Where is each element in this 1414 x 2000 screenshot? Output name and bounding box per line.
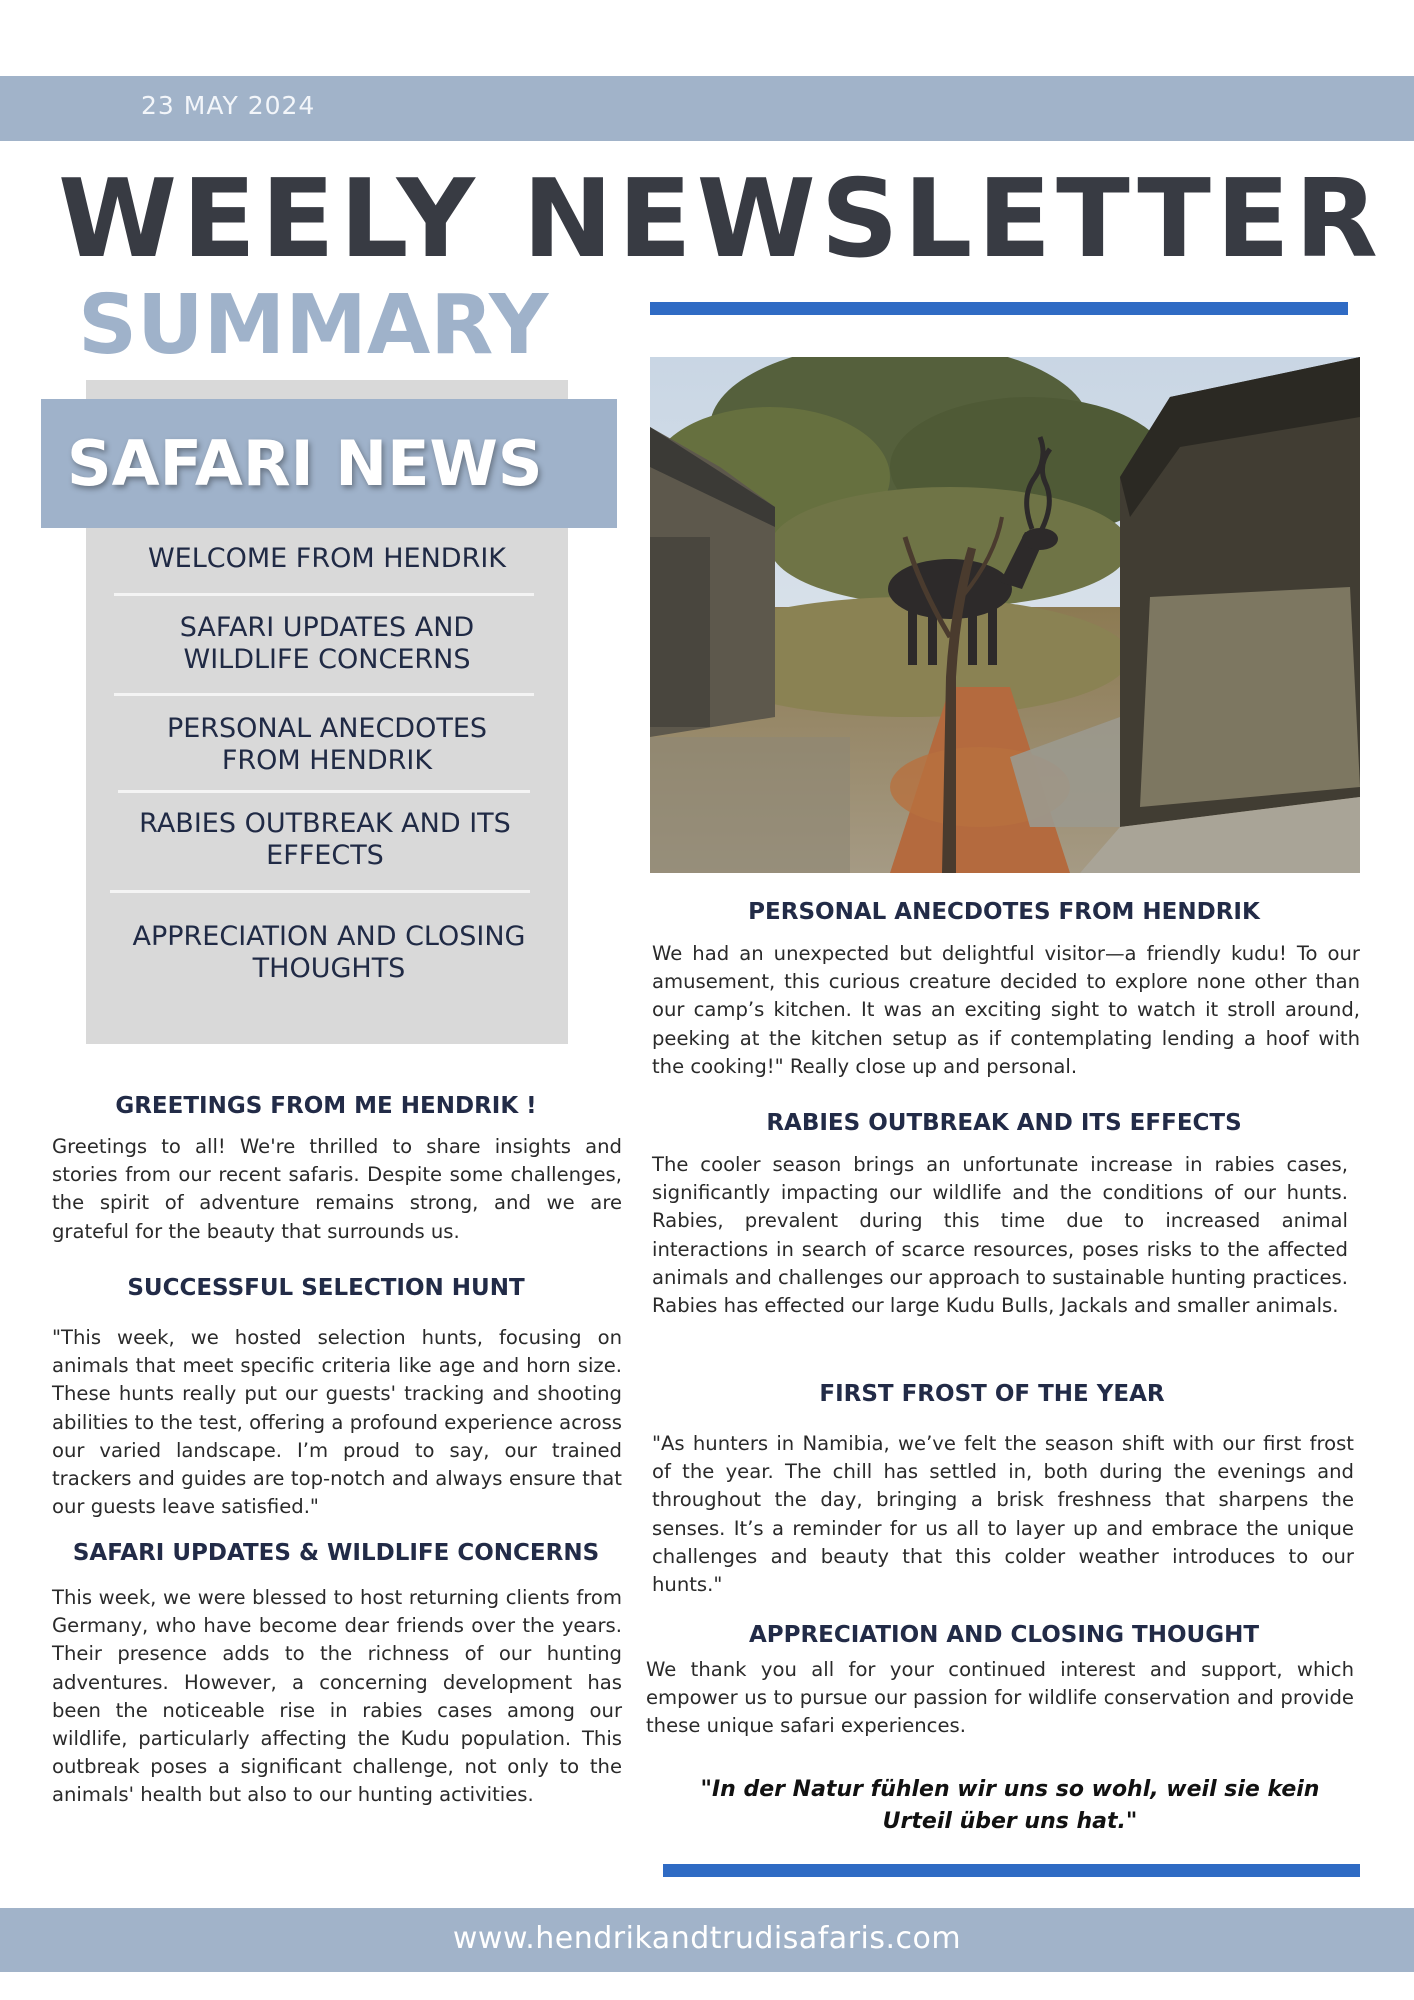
section-body-rabies: The cooler season brings an unfortunate increase in rabies cases, significantly impacting our wildlife and the conditions of our hunts. Rabies, prevalent during this time due to increased animal interactions in search of scarce resources, poses risks to the affected animals and challenges our approach to sustainable hunting practices. Rabies has effected our large Kudu Bulls, Jackals and smaller animals. <box>652 1153 1348 1318</box>
toc-item-appreciation: APPRECIATION AND CLOSING THOUGHTS <box>132 921 526 984</box>
section-heading-rabies: RABIES OUTBREAK AND ITS EFFECTS <box>766 1110 1242 1136</box>
summary-title: SUMMARY <box>78 278 549 373</box>
section-body-safari-updates: This week, we were blessed to host returning clients from Germany, who have become dear friends over the years. Their presence adds to the richness of our hunting adventures. However, a concerning development has been the noticeable rise in rabies cases among our wildlife, particularly affecting the Kudu population. This outbreak poses a significant challenge, not only to the animals' health but also to our hunting activities. <box>52 1586 622 1807</box>
section-heading-personal-anecdotes: PERSONAL ANECDOTES FROM HENDRIK <box>748 899 1260 925</box>
toc-item-rabies: RABIES OUTBREAK AND ITS EFFECTS <box>139 808 511 871</box>
website-link[interactable]: www.hendrikandtrudisafaris.com <box>452 1921 962 1956</box>
section-heading-safari-updates: SAFARI UPDATES & WILDLIFE CONCERNS <box>72 1540 600 1566</box>
toc-item-safari-updates: SAFARI UPDATES AND WILDLIFE CONCERNS <box>179 612 475 675</box>
section-heading-appreciation: APPRECIATION AND CLOSING THOUGHT <box>748 1622 1260 1648</box>
section-heading-first-frost: FIRST FROST OF THE YEAR <box>819 1381 1165 1407</box>
newsletter-title: WEELY NEWSLETTER <box>58 157 1383 282</box>
kudu-camp-photo <box>650 357 1360 873</box>
toc-banner-title: SAFARI NEWS <box>67 427 543 500</box>
toc-divider <box>118 790 530 793</box>
top-accent-rule <box>650 302 1348 315</box>
toc-divider <box>114 693 534 696</box>
toc-divider <box>110 890 530 893</box>
issue-date: 23 MAY 2024 <box>141 91 316 120</box>
section-body-first-frost: "As hunters in Namibia, we’ve felt the season shift with our first frost of the year. The chill has settled in, both during the evenings and throughout the day, bringing a brisk freshness that sharpens the senses. It’s a reminder for us all to layer up and embrace the unique challenges and beauty that this colder weather introduces to our hunts." <box>652 1432 1354 1597</box>
section-heading-selection-hunt: SUCCESSFUL SELECTION HUNT <box>127 1275 525 1301</box>
toc-item-welcome: WELCOME FROM HENDRIK <box>147 543 507 574</box>
section-body-appreciation: We thank you all for your continued interest and support, which empower us to pursue our passion for wildlife conservation and provide these unique safari experiences. <box>646 1658 1354 1738</box>
section-body-greetings: Greetings to all! We're thrilled to share insights and stories from our recent safaris. Despite some challenges, the spirit of adventure remains strong, and we are grateful for the beauty that surrounds us. <box>52 1135 622 1243</box>
toc-item-personal-anecdotes: PERSONAL ANECDOTES FROM HENDRIK <box>166 713 488 776</box>
section-body-personal-anecdotes: We had an unexpected but delightful visitor—a friendly kudu! To our amusement, this curious creature decided to explore none other than our camp’s kitchen. It was an exciting sight to watch it stroll around, peeking at the kitchen setup as if contemplating lending a hoof with the cooking!" Really close up and personal. <box>652 942 1360 1078</box>
section-heading-greetings: GREETINGS FROM ME HENDRIK ! <box>115 1093 537 1119</box>
bottom-accent-rule <box>663 1864 1360 1877</box>
section-body-selection-hunt: "This week, we hosted selection hunts, focusing on animals that meet specific criteria like age and horn size. These hunts really put our guests' tracking and shooting abilities to the test, offering a profound experience across our varied landscape. I’m proud to say, our trained trackers and guides are top-notch and always ensure that our guests leave satisfied." <box>52 1326 622 1519</box>
closing-quote: "In der Natur fühlen wir uns so wohl, weil sie kein Urteil über uns hat." <box>700 1777 1320 1834</box>
toc-divider <box>114 593 534 596</box>
